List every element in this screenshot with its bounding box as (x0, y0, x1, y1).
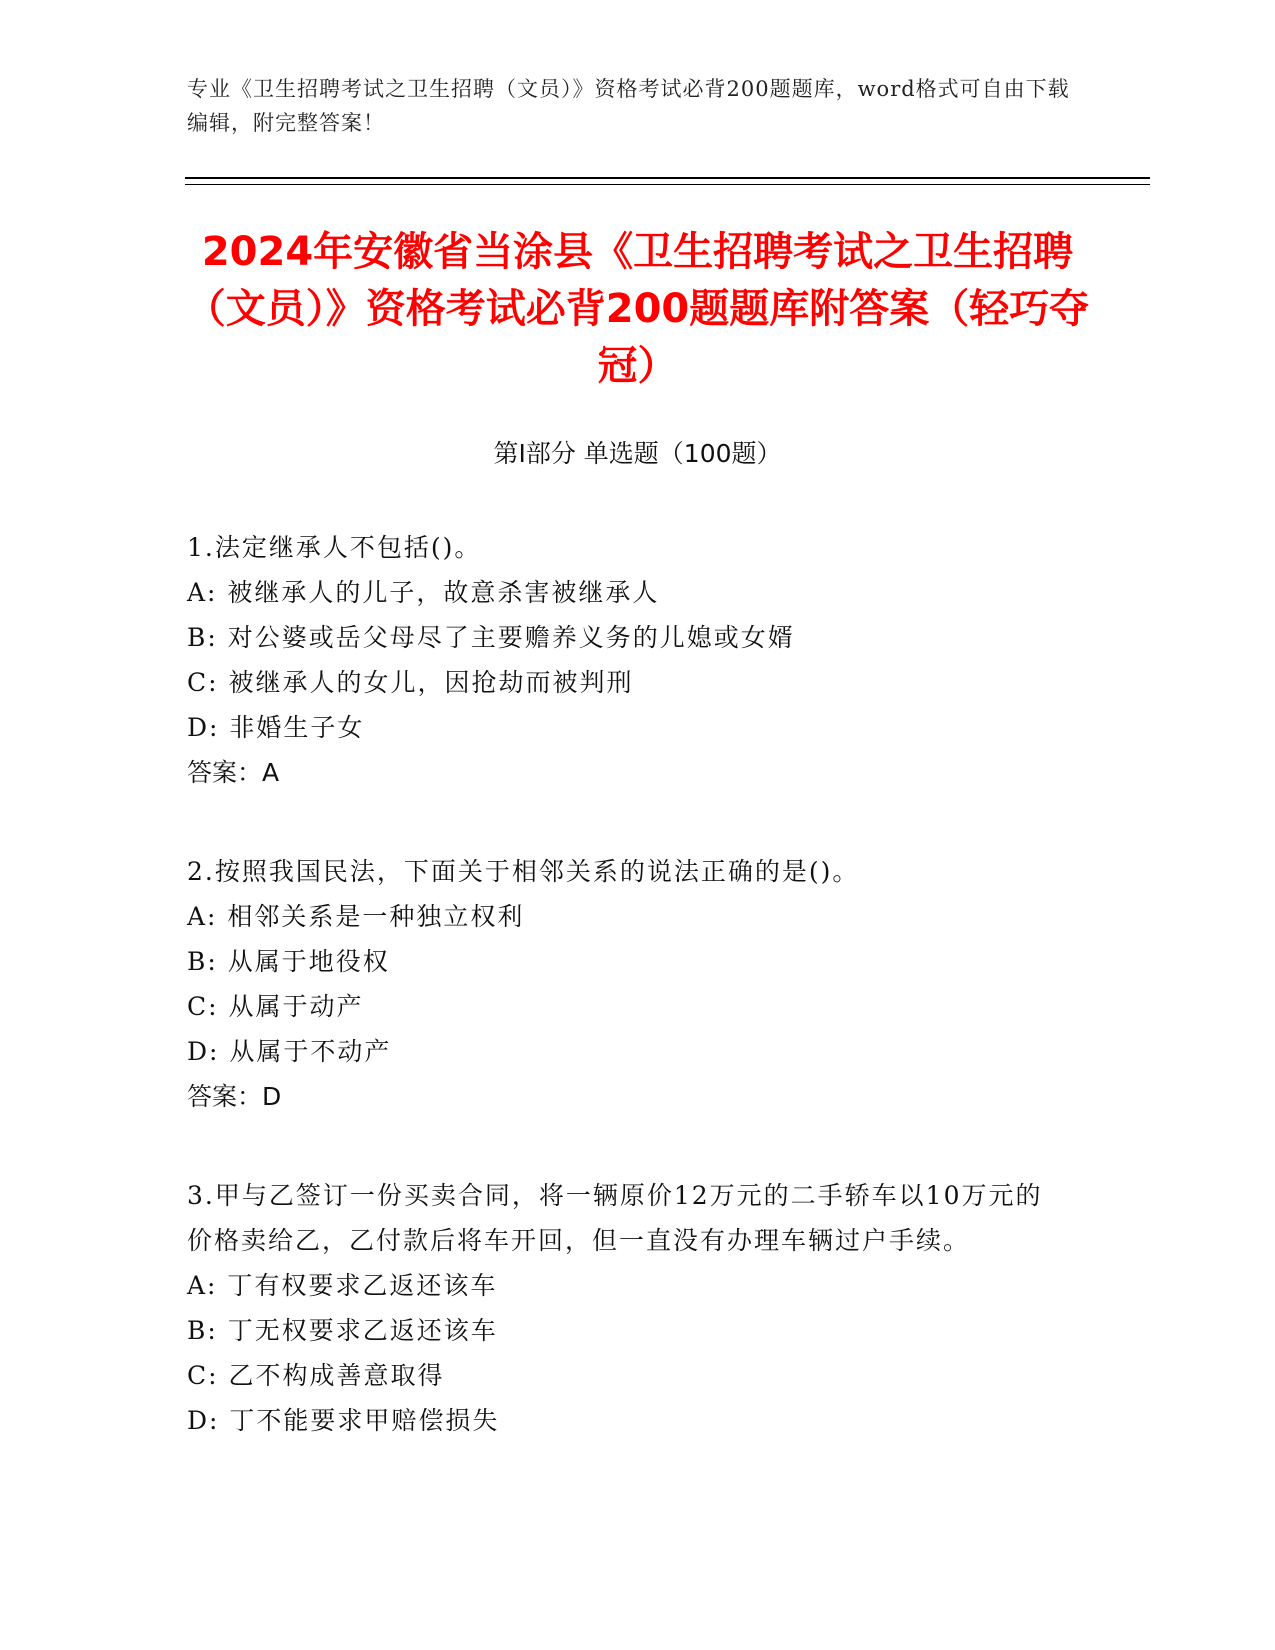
option-c: C: 从属于动产 (187, 992, 364, 1021)
header-note: 专业《卫生招聘考试之卫生招聘（文员）》资格考试必背200题题库，word格式可自由下载编辑，附完整答案！ (187, 77, 1070, 135)
section-title: 第Ⅰ部分 单选题（100题） (493, 439, 782, 468)
header-divider-thick (185, 177, 1150, 179)
question-1 (187, 525, 1067, 795)
option-a: A: 相邻关系是一种独立权利 (187, 902, 525, 931)
option-d: D: 从属于不动产 (187, 1037, 392, 1066)
header-divider-thin (185, 184, 1150, 185)
option-b: B: 丁无权要求乙返还该车 (187, 1316, 498, 1345)
option-d: D: 丁不能要求甲赔偿损失 (187, 1406, 500, 1435)
question-stem: 3.甲与乙签订一份买卖合同，将一辆原价12万元的二手轿车以10万元的价格卖给乙，乙付款后将车开回，但一直没有办理车辆过户手续。 (187, 1181, 1043, 1255)
option-d: D: 非婚生子女 (187, 713, 365, 742)
option-b: B: 从属于地役权 (187, 947, 390, 976)
question-3 (187, 1173, 1067, 1443)
option-c: C: 被继承人的女儿，因抢劫而被判刑 (187, 668, 634, 697)
option-a: A: 丁有权要求乙返还该车 (187, 1271, 498, 1300)
question-stem: 2.按照我国民法，下面关于相邻关系的说法正确的是()。 (187, 857, 860, 886)
answer: 答案：A (187, 758, 280, 787)
question-2 (187, 849, 1067, 1119)
question-list (187, 525, 1067, 1497)
document-title: 2024年安徽省当涂县《卫生招聘考试之卫生招聘（文员）》资格考试必背200题题库附答案（轻巧夺冠） (185, 229, 1090, 389)
option-b: B: 对公婆或岳父母尽了主要赡养义务的儿媳或女婿 (187, 623, 795, 652)
answer: 答案：D (187, 1082, 282, 1111)
option-c: C: 乙不构成善意取得 (187, 1361, 445, 1390)
option-a: A: 被继承人的儿子，故意杀害被继承人 (187, 578, 660, 607)
question-stem: 1.法定继承人不包括()。 (187, 533, 482, 562)
